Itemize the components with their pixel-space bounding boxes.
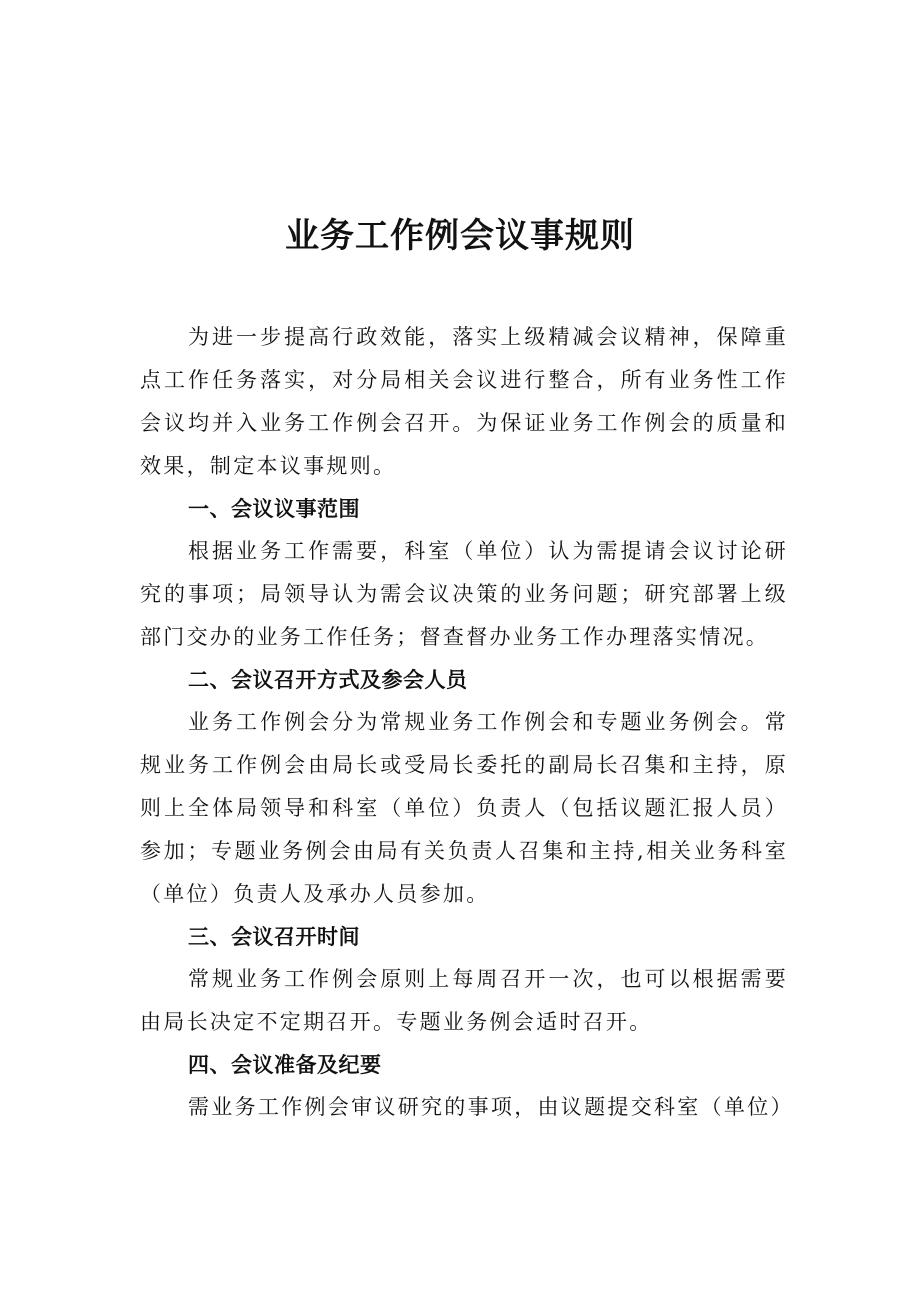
section-text-format-attendees: 业务工作例会分为常规业务工作例会和专题业务例会。常规业务工作例会由局长或受局长委托的副局长召集和主持，原则上全体局领导和科室（单位）负责人（包括议题汇报人员）参加；专题业务例会由局有关负责人召集和主持,相关业务科室（单位）负责人及承办人员参加。 — [140, 710, 788, 906]
section-heading-schedule: 三、会议召开时间 — [188, 925, 360, 949]
section-heading-preparation-minutes: 四、会议准备及纪要 — [188, 1053, 382, 1077]
section-text-scope: 根据业务工作需要，科室（单位）认为需提请会议讨论研究的事项；局领导认为需会议决策的业务问题；研究部署上级部门交办的业务工作任务；督查督办业务工作办理落实情况。 — [140, 539, 788, 649]
section-text-preparation-minutes: 需业务工作例会审议研究的事项，由议题提交科室（单位） — [188, 1095, 794, 1119]
document-body — [140, 316, 794, 1129]
intro-paragraph: 为进一步提高行政效能，落实上级精减会议精神，保障重点工作任务落实，对分局相关会议进行整合，所有业务性工作会议均并入业务工作例会召开。为保证业务工作例会的质量和效果，制定本议事规则。 — [140, 325, 788, 478]
document-title: 业务工作例会议事规则 — [285, 216, 635, 256]
section-heading-scope: 一、会议议事范围 — [188, 497, 360, 521]
section-text-schedule: 常规业务工作例会原则上每周召开一次，也可以根据需要由局长决定不定期召开。专题业务例会适时召开。 — [140, 967, 788, 1034]
section-heading-format-attendees: 二、会议召开方式及参会人员 — [188, 668, 468, 692]
